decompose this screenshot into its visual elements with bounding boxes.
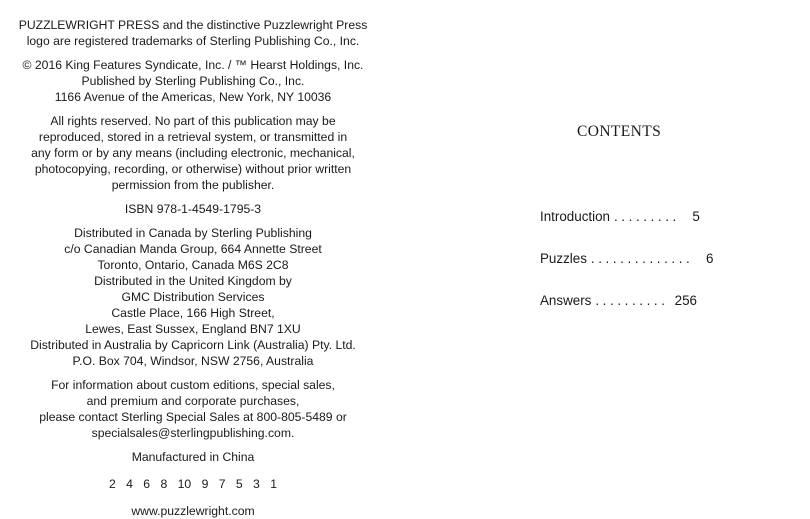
rights-line: photocopying, recording, or otherwise) without prior written xyxy=(34,162,352,176)
toc-entry-label: Puzzles xyxy=(540,251,587,266)
copyright-line: © 2016 King Features Syndicate, Inc. / ™ Hearst Holdings, Inc. xyxy=(22,58,364,72)
isbn: ISBN 978-1-4549-1795-3 xyxy=(124,202,262,216)
printing-line-block xyxy=(18,476,368,492)
rights-line: reproduced, stored in a retrieval system, or transmitted in xyxy=(38,130,348,144)
manufactured-block xyxy=(18,449,368,465)
distribution-line: Distributed in Australia by Capricorn Link (Australia) Pty. Ltd. xyxy=(30,338,356,352)
distribution-line: P.O. Box 704, Windsor, NSW 2756, Australia xyxy=(72,354,314,368)
distribution-line: c/o Canadian Manda Group, 664 Annette Street xyxy=(64,242,322,256)
toc-entry-page: 5 xyxy=(692,209,700,224)
contents-title: CONTENTS xyxy=(577,123,662,140)
distribution-notice xyxy=(18,225,368,369)
toc-entry-answers[interactable] xyxy=(540,292,697,310)
distribution-line: Distributed in Canada by Sterling Publishing xyxy=(74,226,312,240)
publisher-address: 1166 Avenue of the Americas, New York, NY 10036 xyxy=(54,90,332,104)
publisher-line: Published by Sterling Publishing Co., Inc. xyxy=(81,74,305,88)
copyright-page xyxy=(18,17,368,519)
trademark-line: PUZZLEWRIGHT PRESS and the distinctive Puzzlewright Press xyxy=(18,18,368,32)
special-sales-line: For information about custom editions, special sales, xyxy=(51,378,335,392)
distribution-line: Lewes, East Sussex, England BN7 1XU xyxy=(85,322,301,336)
distribution-line: GMC Distribution Services xyxy=(121,290,265,304)
toc-leader-dots: .............. xyxy=(590,251,694,266)
website-block xyxy=(18,503,368,519)
copyright-notice xyxy=(18,57,368,105)
isbn-block xyxy=(18,201,368,217)
toc-leader-dots: ......... xyxy=(613,209,680,224)
special-sales-email: specialsales@sterlingpublishing.com. xyxy=(91,426,295,440)
distribution-line: Distributed in the United Kingdom by xyxy=(94,274,292,288)
website-link[interactable]: www.puzzlewright.com xyxy=(131,504,255,518)
toc-entry-puzzles[interactable] xyxy=(540,250,714,268)
rights-line: any form or by any means (including electronic, mechanical, xyxy=(31,146,355,160)
distribution-line: Toronto, Ontario, Canada M6S 2C8 xyxy=(97,258,289,272)
rights-line: All rights reserved. No part of this publication may be xyxy=(50,114,336,128)
special-sales-line: please contact Sterling Special Sales at 800-805-5489 or xyxy=(39,410,347,424)
toc-entry-label: Introduction xyxy=(540,209,610,224)
special-sales-notice xyxy=(18,377,368,441)
toc-entry-label: Answers xyxy=(540,293,592,308)
trademark-line: logo are registered trademarks of Sterling Publishing Co., Inc. xyxy=(26,34,360,48)
toc-leader-dots: .......... xyxy=(595,293,669,308)
rights-line: permission from the publisher. xyxy=(111,178,275,192)
manufactured-in: Manufactured in China xyxy=(131,450,255,464)
special-sales-line: and premium and corporate purchases, xyxy=(86,394,300,408)
printing-line: 2 4 6 8 10 9 7 5 3 1 xyxy=(108,477,278,491)
rights-notice xyxy=(18,113,368,193)
toc-entry-page: 256 xyxy=(674,293,697,308)
distribution-line: Castle Place, 166 High Street, xyxy=(111,306,275,320)
trademark-notice xyxy=(18,17,368,49)
toc-entry-introduction[interactable] xyxy=(540,208,700,226)
toc-entry-page: 6 xyxy=(705,251,714,266)
